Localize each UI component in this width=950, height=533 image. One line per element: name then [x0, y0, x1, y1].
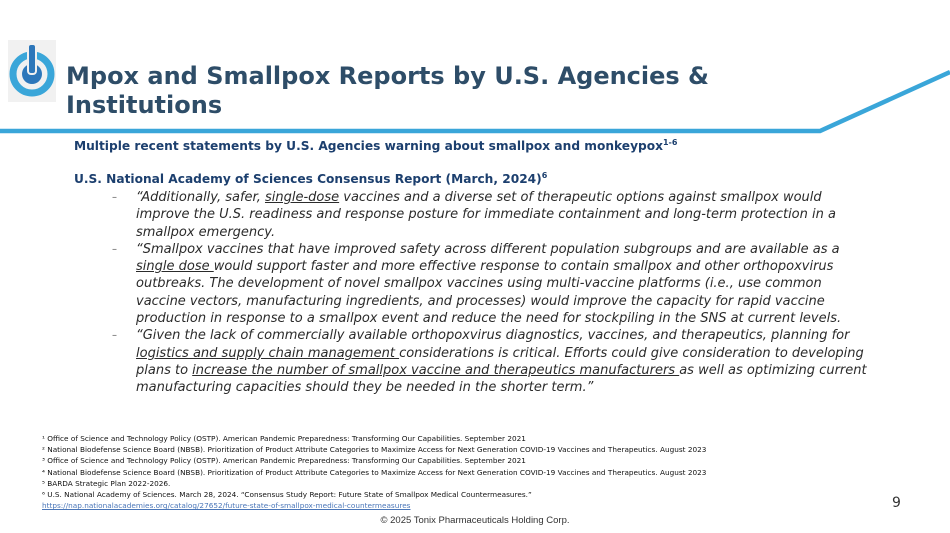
power-icon: [8, 40, 56, 102]
footnote: ² National Biodefense Science Board (NBSB). Prioritization of Product Attribute Categories to Maximize Access for Next Generation COVID-19 Vaccines and Therapeutics. August 2023: [42, 445, 707, 455]
quote-text: “Additionally, safer,: [136, 190, 265, 205]
slide-content: [74, 138, 874, 397]
lead-statement: [74, 138, 874, 154]
quote-text: “Smallpox vaccines that have improved safety across different population subgroups and are available as a: [136, 241, 840, 257]
emphasized-phrase: single dose: [136, 259, 214, 275]
report-heading: [74, 171, 874, 187]
copyright: © 2025 Tonix Pharmaceuticals Holding Corp.: [380, 515, 570, 526]
footnotes: [42, 433, 902, 511]
quote-item: [74, 327, 874, 396]
emphasized-phrase: logistics and supply chain management: [136, 345, 400, 361]
footnote: ⁴ National Biodefense Science Board (NBSB). Prioritization of Product Attribute Categories to Maximize Access for Next Generation COVID-19 Vaccines and Therapeutics. August 2023: [42, 467, 707, 477]
footnote: ⁶ U.S. National Academy of Sciences. March 28, 2024. “Consensus Study Report: Future State of Smallpox Medical Countermeasures.”: [42, 490, 532, 500]
footnote: ¹ Office of Science and Technology Policy (OSTP). American Pandemic Preparedness: Transforming Our Capabilities. September 2021: [42, 434, 526, 443]
dash-bullet: –: [112, 243, 117, 255]
quote-item: [74, 241, 874, 327]
page-number: 9: [892, 495, 901, 511]
quote-text: considerations is critical. Efforts could give consideration to developing plans to: [136, 345, 864, 378]
page-title: Mpox and Smallpox Reports by U.S. Agencies & Institutions: [66, 62, 709, 119]
dash-bullet: –: [112, 192, 117, 203]
quote-text: “Given the lack of commercially available orthopoxvirus diagnostics, vaccines, and therapeutics, planning for: [136, 328, 850, 344]
report-citation: 6: [541, 170, 548, 180]
quote-text: as well as optimizing current manufacturing capacities should they be needed in the shorter term.”: [136, 362, 867, 396]
dash-bullet: –: [112, 330, 117, 342]
quote-list: [74, 189, 874, 397]
emphasized-phrase: increase the number of smallpox vaccine and therapeutics manufacturers: [192, 362, 680, 378]
emphasized-phrase: single-dose: [264, 190, 340, 205]
quote-item: [74, 189, 874, 241]
report-heading-text: U.S. National Academy of Sciences Consensus Report (March, 2024): [74, 172, 542, 186]
footnote-link[interactable]: https://nap.nationalacademies.org/catalog/27652/future-state-of-smallpox-medical-countermeasures: [42, 501, 411, 511]
footnote: ⁵ BARDA Strategic Plan 2022-2026.: [42, 478, 171, 488]
footnote: ³ Office of Science and Technology Policy (OSTP). American Pandemic Preparedness: Transforming Our Capabilities. September 2021: [42, 456, 526, 466]
lead-text: Multiple recent statements by U.S. Agencies warning about smallpox and monkeypox: [74, 139, 663, 153]
logo: [8, 40, 56, 102]
quote-text: vaccines and a diverse set of therapeutic options against smallpox would improve the U.S. readiness and response posture for immediate containment and long-term protection in a smallpox emergency.: [136, 190, 836, 240]
quote-text: would support faster and more effective response to contain smallpox and other orthopoxvirus outbreaks. The development of novel smallpox vaccines using multi-vaccine platforms (i.e., use common vaccine vectors, manufacturing ingredients, and processes) would improve the capacity for rapid vaccine production in response to a smallpox event and reduce the need for stockpiling in the SNS at current levels.: [136, 259, 842, 327]
lead-citation: 1-6: [662, 137, 678, 147]
